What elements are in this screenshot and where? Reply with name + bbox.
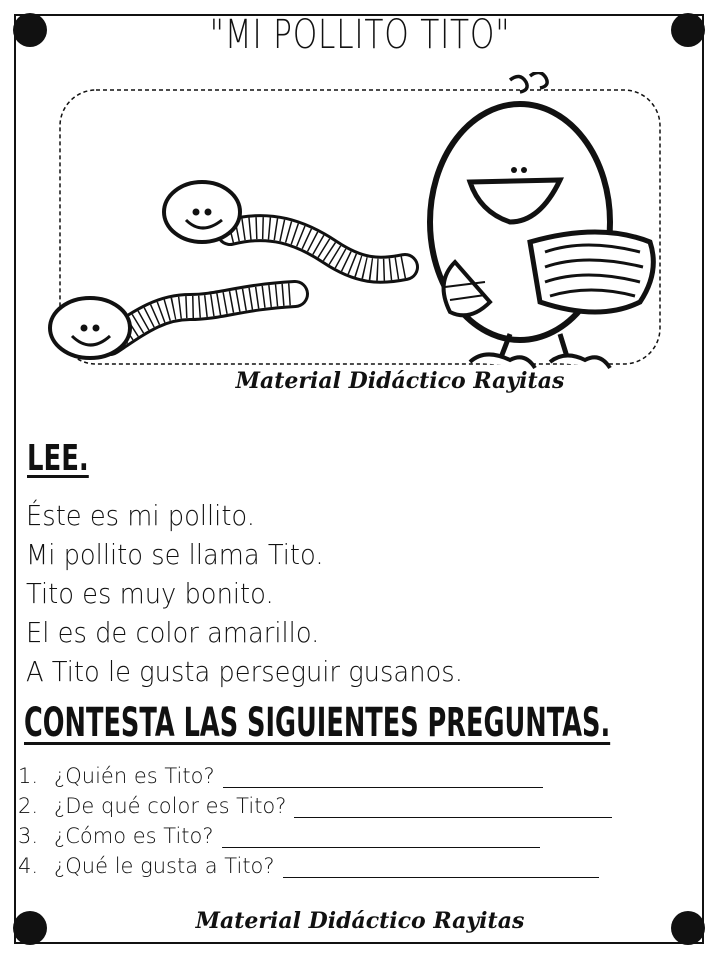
reading-line: A Tito le gusta perseguir gusanos. xyxy=(26,655,463,688)
question-item xyxy=(18,764,612,794)
page-title: "MI POLLITO TITO" xyxy=(209,12,511,58)
question-text: ¿Quién es Tito? xyxy=(54,764,215,788)
worm-icon xyxy=(50,294,295,358)
question-item xyxy=(18,824,612,854)
answer-line[interactable] xyxy=(283,859,599,878)
question-number: 1. xyxy=(18,764,39,788)
question-text: ¿De qué color es Tito? xyxy=(54,794,287,818)
reading-line: Éste es mi pollito. xyxy=(26,499,255,532)
answer-line[interactable] xyxy=(294,799,612,818)
corner-decoration xyxy=(13,13,47,47)
questions-list xyxy=(18,764,612,884)
question-item xyxy=(18,854,612,884)
question-item xyxy=(18,794,612,824)
answer-line[interactable] xyxy=(222,829,540,848)
reading-line: Tito es muy bonito. xyxy=(26,577,274,610)
question-text: ¿Cómo es Tito? xyxy=(54,824,214,848)
question-number: 3. xyxy=(18,824,39,848)
reading-line: El es de color amarillo. xyxy=(26,616,320,649)
worm-icon xyxy=(164,182,405,270)
chick-icon xyxy=(430,72,653,368)
watermark-top: Material Didáctico Rayitas xyxy=(235,368,565,394)
story-illustration xyxy=(40,72,680,384)
corner-decoration xyxy=(671,13,705,47)
watermark-bottom: Material Didáctico Rayitas xyxy=(195,908,525,934)
answer-line[interactable] xyxy=(223,769,543,788)
questions-heading: CONTESTA LAS SIGUIENTES PREGUNTAS. xyxy=(24,700,611,746)
reading-line: Mi pollito se llama Tito. xyxy=(26,538,324,571)
question-text: ¿Qué le gusta a Tito? xyxy=(54,854,275,878)
read-heading: LEE. xyxy=(27,438,89,479)
reading-text xyxy=(26,496,501,691)
question-number: 2. xyxy=(18,794,39,818)
question-number: 4. xyxy=(18,854,39,878)
